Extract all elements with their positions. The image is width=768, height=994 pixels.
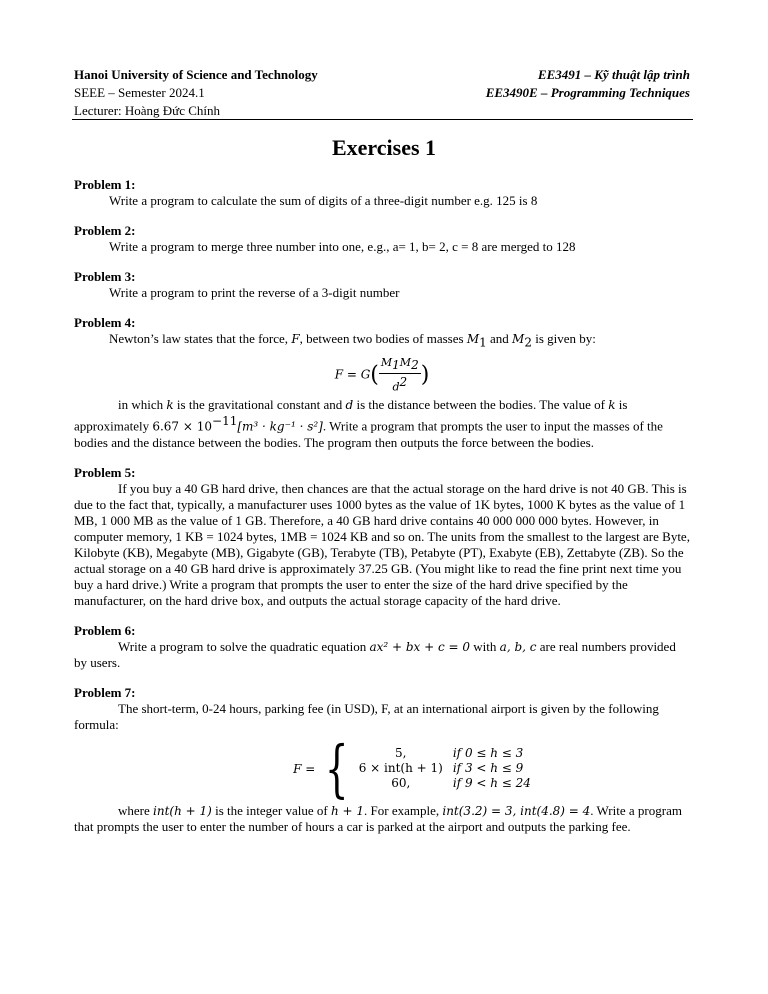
problem-text: Write a program to solve the quadratic equation ax² + bx + c = 0 with a, b, c are real numbers provided by users. [74, 638, 676, 670]
problem-heading: Problem 3: [74, 269, 136, 284]
problem-heading: Problem 6: [74, 622, 136, 638]
header-left [74, 66, 318, 120]
problem-heading: Problem 2: [74, 223, 136, 238]
problem-text: where int(h + 1) is the integer value of h + 1. For example, int(3.2) = 3, int(4.8) = 4. Write a program that prompts the user to enter the number of hours a car is parked at the airport and outputs the parking fee. [74, 802, 682, 834]
problem-intro: The short-term, 0-24 hours, parking fee (in USD), F, at an international airport is given by the following formula: [74, 700, 659, 732]
problem-intro: Newton’s law states that the force, F, between two bodies of masses $M_1$ and $M_2$ is given by: [109, 331, 596, 350]
problem-list [74, 177, 690, 849]
formula-cases: 5, if 0 ≤ h ≤ 3 6 × int(h + 1) if 3 < h ≤ 9 60, if 9 < h ≤ 24 [358, 746, 531, 791]
problem-text: Write a program to print the reverse of a 3-digit number [109, 285, 400, 300]
problem-1 [74, 177, 690, 209]
problem-7 [74, 685, 690, 835]
problem-6 [74, 623, 690, 671]
university-name: Hanoi University of Science and Technology [74, 67, 318, 82]
problem-heading: Problem 7: [74, 684, 136, 700]
problem-text: Write a program to calculate the sum of digits of a three-digit number e.g. 125 is 8 [109, 193, 538, 208]
newton-equation: F = G( $\frac{M_1M_2}{d^2}$ ) [334, 355, 430, 394]
page-title: Exercises 1 [331, 135, 437, 160]
problem-4 [74, 315, 690, 451]
course-code-vi: EE3491 – Kỹ thuật lập trình [537, 67, 690, 82]
header-right [486, 66, 690, 102]
problem-text: Write a program to merge three number into one, e.g., a= 1, b= 2, c = 8 are merged to 128 [109, 239, 576, 254]
problem-text: in which k is the gravitational constant and d is the distance between the bodies. The value of k is approximately $6.67 \times 10^{-11}[m^3 \cdot kg^{-1} \cdot s^2]$. Write a program that prompts the user to input the masses of the bodies and the distance between the bodies. The program then outputs the force between the bodies. [74, 397, 663, 450]
problem-3 [74, 269, 690, 301]
problem-heading: Problem 4: [74, 315, 136, 330]
problem-2 [74, 223, 690, 255]
left-brace: { [325, 731, 349, 805]
problem-5 [74, 465, 690, 609]
problem-text: If you buy a 40 GB hard drive, then chances are that the actual storage on the hard drive is not 40 GB. This is due to the fact that, typically, a manufacturer uses 1000 bytes as the value of 1K bytes, 1000 K bytes as the value of 1 MB, 1 000 MB as the value of 1 GB. Therefore, a 40 GB hard drive contains 40 000 000 000 bytes. However, in computer memory, 1 KB = 1024 bytes, 1MB = 1024 KB and so on. The units from the smallest to the largest are Byte, Kilobyte (KB), Megabyte (MB), Gigabyte (GB), Terabyte (TB), Petabyte (PT), Exabyte (EB), Zettabyte (ZB). So the actual storage on a 40 GB hard drive is approximately 37.25 GB. (You might like to read the fine print next time you buy a hard drive.) Write a program that prompts the user to enter the size of the hard drive specified by the manufacturer, on the hard drive box, and outputs the actual storage capacity of the hard drive. [74, 480, 690, 608]
course-code-en: EE3490E – Programming Techniques [485, 85, 690, 100]
problem-heading: Problem 1: [74, 177, 136, 192]
lecturer: Lecturer: Hoàng Đức Chính [74, 103, 221, 118]
semester: SEEE – Semester 2024.1 [74, 85, 205, 100]
problem-heading: Problem 5: [74, 464, 136, 480]
header-rule [72, 119, 693, 120]
piecewise-formula: F = { 5, if 0 ≤ h ≤ 3 6 × int(h + 1) if 3 < h ≤ 9 60, if 9 < h ≤ 24 [144, 739, 690, 799]
